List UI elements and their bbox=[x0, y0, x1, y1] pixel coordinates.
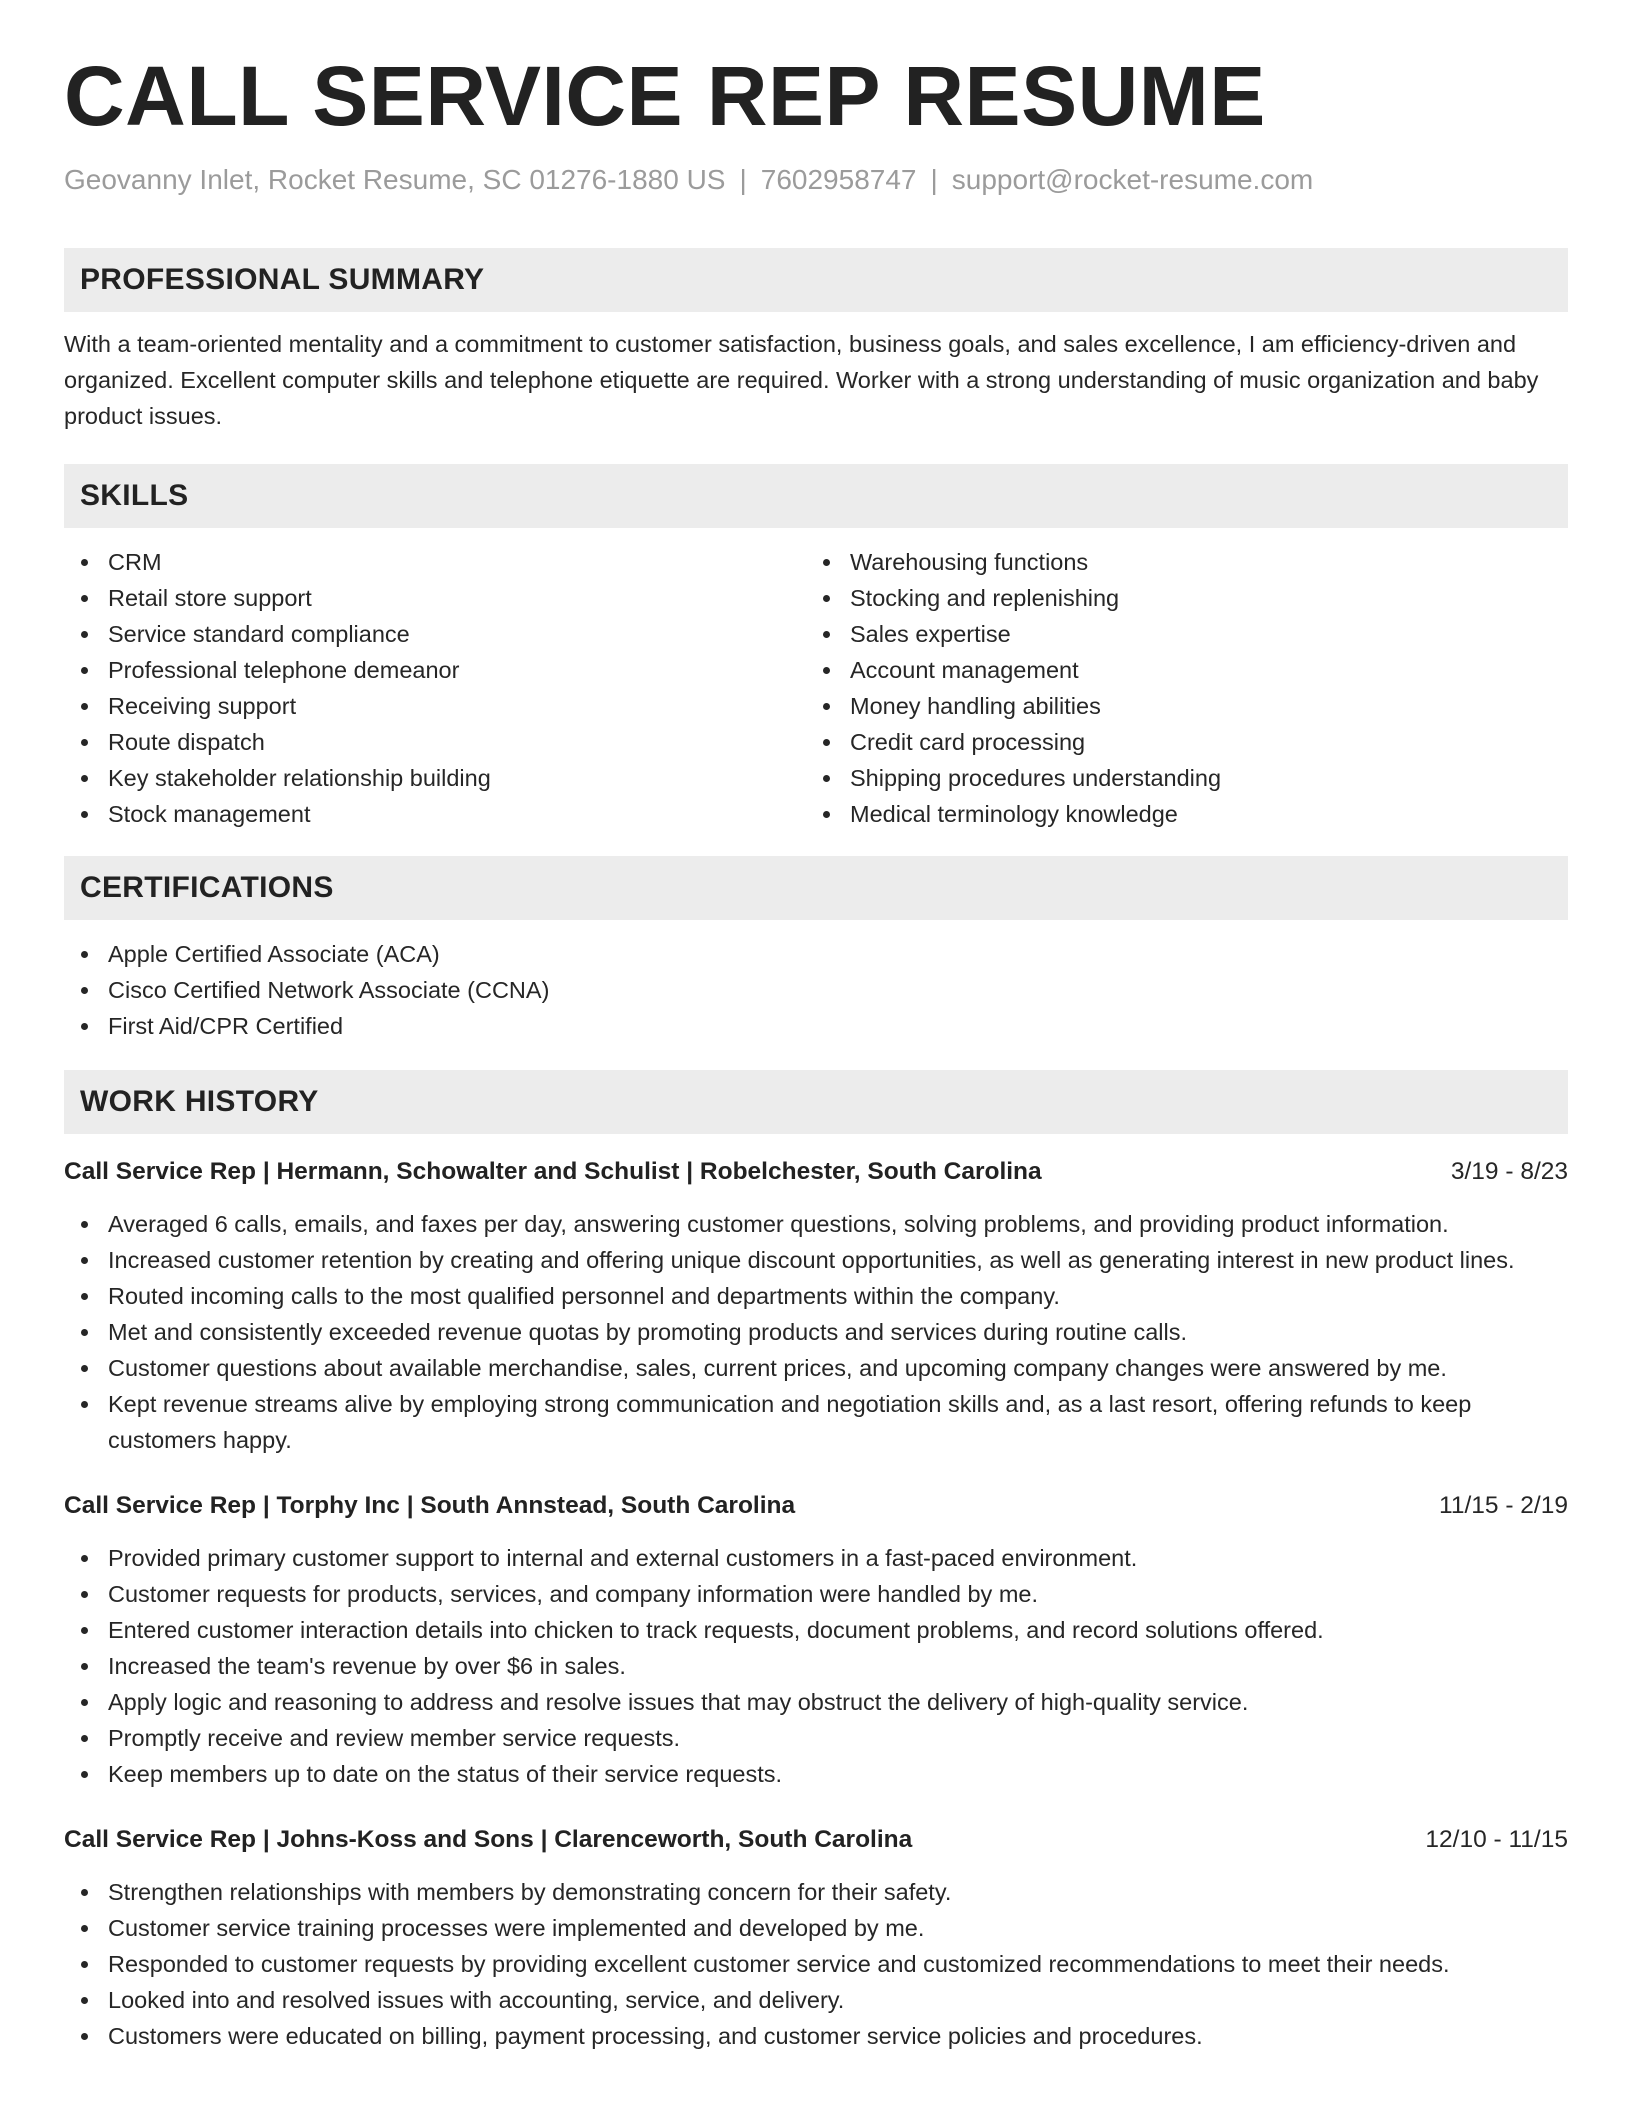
job-bullet: Responded to customer requests by providing excellent customer service and customized recommendations to meet their needs. bbox=[64, 1946, 1568, 1982]
job-header bbox=[64, 1154, 1568, 1190]
skills-columns bbox=[64, 544, 1568, 832]
skill-item: Money handling abilities bbox=[806, 688, 1548, 724]
job-header bbox=[64, 1488, 1568, 1524]
skill-item: Credit card processing bbox=[806, 724, 1548, 760]
job-bullet: Keep members up to date on the status of their service requests. bbox=[64, 1756, 1568, 1792]
job-bullet: Looked into and resolved issues with accounting, service, and delivery. bbox=[64, 1982, 1568, 2018]
skills-list-right bbox=[806, 544, 1548, 832]
skill-item: Route dispatch bbox=[64, 724, 806, 760]
job-bullet: Provided primary customer support to internal and external customers in a fast-paced environment. bbox=[64, 1540, 1568, 1576]
certification-item: Cisco Certified Network Associate (CCNA) bbox=[64, 972, 1568, 1008]
job-bullet: Customer questions about available merchandise, sales, current prices, and upcoming company changes were answered by me. bbox=[64, 1350, 1568, 1386]
job-bullet: Increased the team's revenue by over $6 in sales. bbox=[64, 1648, 1568, 1684]
job-bullet: Customer requests for products, services, and company information were handled by me. bbox=[64, 1576, 1568, 1612]
skill-item: Key stakeholder relationship building bbox=[64, 760, 806, 796]
job-dates: 3/19 - 8/23 bbox=[1450, 1158, 1568, 1185]
work-history-heading: WORK HISTORY bbox=[64, 1070, 1568, 1134]
contact-phone: 7602958747 bbox=[760, 164, 917, 195]
job-bullet-list bbox=[64, 1540, 1568, 1792]
certifications-heading: CERTIFICATIONS bbox=[64, 856, 1568, 920]
contact-line bbox=[64, 164, 1568, 196]
summary-text: With a team-oriented mentality and a commitment to customer satisfaction, business goals, and sales excellence, I am efficiency-driven and organized. Excellent computer skills and telephone etiquette are required. Worker with a strong understanding of music organization and baby product issues. bbox=[64, 331, 1539, 429]
skill-item: Stocking and replenishing bbox=[806, 580, 1548, 616]
job-bullet: Promptly receive and review member service requests. bbox=[64, 1720, 1568, 1756]
job-bullet: Strengthen relationships with members by demonstrating concern for their safety. bbox=[64, 1874, 1568, 1910]
skill-item: Receiving support bbox=[64, 688, 806, 724]
skills-list-left bbox=[64, 544, 806, 832]
job-entry bbox=[64, 1154, 1568, 1458]
resume-page bbox=[64, 49, 1568, 2054]
job-entry bbox=[64, 1488, 1568, 1792]
skill-item: Service standard compliance bbox=[64, 616, 806, 652]
skill-item: Medical terminology knowledge bbox=[806, 796, 1548, 832]
certification-item: First Aid/CPR Certified bbox=[64, 1008, 1568, 1044]
work-history-list bbox=[64, 1154, 1568, 2054]
skill-item: Account management bbox=[806, 652, 1548, 688]
job-bullet: Apply logic and reasoning to address and resolve issues that may obstruct the delivery of high-quality service. bbox=[64, 1684, 1568, 1720]
skill-item: Sales expertise bbox=[806, 616, 1548, 652]
job-bullet: Customers were educated on billing, payment processing, and customer service policies and procedures. bbox=[64, 2018, 1568, 2054]
job-title: Call Service Rep | Johns-Koss and Sons | Clarenceworth, South Carolina bbox=[64, 1826, 913, 1853]
job-bullet: Routed incoming calls to the most qualified personnel and departments within the company. bbox=[64, 1278, 1568, 1314]
contact-address: Geovanny Inlet, Rocket Resume, SC 01276-1880 US bbox=[64, 164, 726, 195]
skill-item: Stock management bbox=[64, 796, 806, 832]
skill-item: Warehousing functions bbox=[806, 544, 1548, 580]
job-bullet: Entered customer interaction details into chicken to track requests, document problems, and record solutions offered. bbox=[64, 1612, 1568, 1648]
job-bullet: Kept revenue streams alive by employing strong communication and negotiation skills and, as a last resort, offering refunds to keep customers happy. bbox=[64, 1386, 1568, 1458]
job-title: Call Service Rep | Torphy Inc | South Annstead, South Carolina bbox=[64, 1492, 796, 1519]
job-entry bbox=[64, 1822, 1568, 2054]
skill-item: Shipping procedures understanding bbox=[806, 760, 1548, 796]
skill-item: CRM bbox=[64, 544, 806, 580]
job-bullet-list bbox=[64, 1874, 1568, 2054]
job-bullet: Averaged 6 calls, emails, and faxes per day, answering customer questions, solving problems, and providing product information. bbox=[64, 1206, 1568, 1242]
job-title: Call Service Rep | Hermann, Schowalter and Schulist | Robelchester, South Carolina bbox=[64, 1158, 1042, 1185]
job-bullet: Met and consistently exceeded revenue quotas by promoting products and services during routine calls. bbox=[64, 1314, 1568, 1350]
summary-heading: PROFESSIONAL SUMMARY bbox=[64, 248, 1568, 312]
job-header bbox=[64, 1822, 1568, 1858]
job-dates: 11/15 - 2/19 bbox=[1439, 1492, 1568, 1519]
contact-separator: | bbox=[930, 164, 938, 195]
job-bullet: Increased customer retention by creating and offering unique discount opportunities, as well as generating interest in new product lines. bbox=[64, 1242, 1568, 1278]
skills-heading: SKILLS bbox=[64, 464, 1568, 528]
job-bullet: Customer service training processes were implemented and developed by me. bbox=[64, 1910, 1568, 1946]
job-dates: 12/10 - 11/15 bbox=[1425, 1826, 1568, 1853]
skill-item: Retail store support bbox=[64, 580, 806, 616]
skill-item: Professional telephone demeanor bbox=[64, 652, 806, 688]
contact-email: support@rocket-resume.com bbox=[951, 164, 1314, 195]
resume-title: CALL SERVICE REP RESUME bbox=[64, 49, 1266, 143]
job-bullet-list bbox=[64, 1206, 1568, 1458]
certifications-list bbox=[64, 936, 1568, 1044]
certification-item: Apple Certified Associate (ACA) bbox=[64, 936, 1568, 972]
contact-separator: | bbox=[739, 164, 747, 195]
